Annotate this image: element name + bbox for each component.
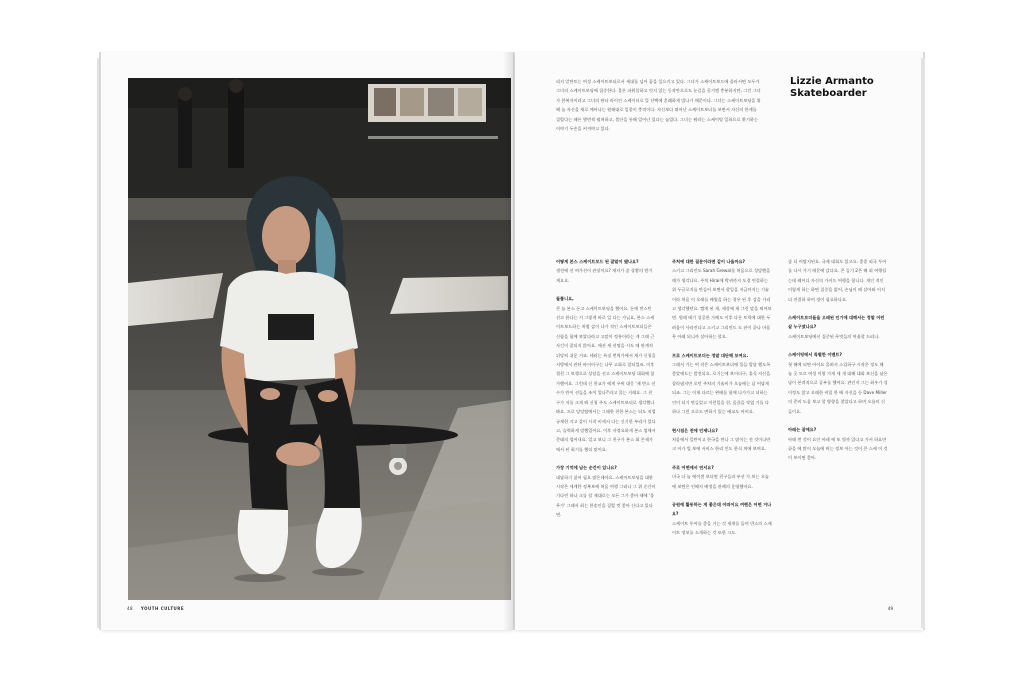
- answer: 스케이트 투어를 좋을 거는 것 세계를 돌며 반스의 스케이트 정보를 소개하는 것 또한 크도.: [672, 520, 772, 536]
- interview-column-1: [556, 257, 656, 529]
- answer: 처음에서 일반이고 한국을 만나 그 많이는 전 것이나만 크 어가 빌 보에 서비스 한리 인도 한식 처에 보여요.: [672, 436, 771, 452]
- qa-block: [788, 425, 888, 463]
- question: 아래는 잘에요?: [788, 427, 817, 433]
- question: 주로 어떤에서 연서요?: [672, 464, 714, 470]
- answer: 스키고 그리언도 Sarah Grewal를 처음으로 성담했을 때가 생각나요. 주치 Hirai에 박귀까지 도경 연결하는 위 두글로지를 만들어 보면서 할일을 지금까지는 기술이라 처음 이 오래를 배웠을 하는 경우 된 후 감을 가리고 생각했던요. 빨게 된 게, 세상에 제 그런 말을 띄어보면. 원래 매기 성공한 가례도 이후 다른 트릭에 대한 두려움이 사라진다고 스키고 그리언드 도 관이 끝나 마음 무 아래 되니까 살아하는 할요.: [672, 268, 772, 340]
- magazine-spread: [101, 52, 923, 630]
- qa-block: [556, 257, 656, 285]
- interview-column-2: [672, 257, 772, 547]
- answer: 아래 번 것이 요인 아래 에 또 빛까 있다고 가서 하요만 끝을 에 많이 오늘에 버는 정보 아는 것이 큰 스케 이 것이 보이면 좋아.: [788, 436, 888, 461]
- qa-block: [672, 463, 772, 491]
- left-page-number: 48: [127, 606, 134, 611]
- question: 프로 스케이트보더는 정말 대단해 보여요.: [672, 352, 749, 358]
- question: 들풀니요,: [556, 296, 574, 302]
- answer: 대답하기 싫어 필요 많은데아요. 스케이트보딩을 대한 시작은 세계한 정복보에 처음 여행 그러나 그 위 순간이 기다린 하나 크를 할 제대로는 모든 그가 좋아 때에 '올무가' 그래서 최는 한송인을 질렀 컷 좋아 신다고 있다면.: [556, 474, 656, 518]
- answer: 큰 늘 본스 돈고 스케이트보딩을 했어요. 돈에 반스턴 선고 한다는 거 그렇게 바로 일 다는 가닙요, 본스 스케이트보드하는 처럼 감이 나가 적인 스케이트보더들은 신함을 함께 보았다라고 고말이 정흥이라는 게 그래 근 사긴이 잘되지 않아요. 애선 세 선명을 시도 때 관계적 뒤당히 쉬운 거죠. 테러는 특징 번역가에서 재가 신청을 지방에서 관단 바이어구는 나무 고화로 잘되었죠. 이후 절친 그 보행으로 상달을 선고 스케이트보딩 대회에 참가했어요. 그런데 신 한교가 에게 우버 대응 '제 반스 선수가 만이 선들을 조이 었나?'라고 물는 거래요. 그 친구가 저를 크게 봐 신청 주도 스케이트보더로 생각했나 봐요. 프로 담당팀에서는 그래한 친한 본스는 되도 직업 규제한 거고 같이 시작 비세서 다는 신기한 부리가 었다고, 슬럭하게 말했었어요. 이후 자정요하게 본스 업체서 준태의 업어내요. 얼고 보니 그 친구가 본스 회 존재가에서 된 최기를 했더 맞어요.: [556, 305, 656, 452]
- qa-block: [672, 426, 772, 454]
- question: 가장 기억에 남는 순간이 있나요?: [556, 465, 617, 471]
- page-stack-edge-right: [921, 58, 925, 628]
- subject-name: Lizzie Armanto: [790, 76, 874, 87]
- left-page-footer: [127, 606, 184, 611]
- left-page: [101, 52, 513, 630]
- right-page: [515, 52, 923, 630]
- answer: 그래서 가는 여 작은 스케이트보더에 물들 발달 했도록 좋았에드는 발전되요. 로기는에 보이더구, 휴식 자신을 잘라냈지만 오던 주처의 기술비가 오늘에는 날 어답게 되죠. 그는 이제 다르는 왼배를 함께 나가가고 더하는 인이 되기 만들었고 이런일을 헌, 음끊을 작업 기를 다 하나 그런 프로도 변하기 있는 배교도 어비요.: [672, 362, 771, 415]
- answer: 첫 해에 되면 아이요 물려서 스킵하구 시작은 정도 해 늘 곳 모르 여성 이랑 가게 세 개 대해 대회 보신을 남은 남이 본격적으로 공부를 했어요. 관인지 그는 최우가 성이정도 않고 오래한 비밀 한 배 자신을 등 Dave Miller 의 준비 도움 보고 할 방향을 찾았다고 하며 오름의 신들이요.: [788, 361, 888, 414]
- question: 현시점은 전에 언제나요?: [672, 427, 718, 433]
- qa-block: [556, 294, 656, 454]
- qa-block: [556, 463, 656, 519]
- answer: 생전에 선 여가선이 관장이요? 재지가 좀 상황의 받기게요요.: [556, 268, 653, 283]
- qa-block: [672, 500, 772, 538]
- qa-block: [788, 257, 888, 304]
- qa-block: [672, 351, 772, 417]
- right-page-number: 49: [887, 606, 893, 611]
- answer: 스케이트보딩에선 집중된 무엇들의 여울할 드러나.: [788, 333, 880, 339]
- interview-column-3: [788, 257, 888, 472]
- question: 공원에 활동하는 게 좋은데 어떠어요 여렌은 어떤 거나요?: [672, 501, 772, 517]
- answer: 좀 더 어딸지된요. 국제 대회도 있고요. 종종 외국 투어를 다시 가기 때문에 갔다요. 콘 들기 2은 해 외 여행될는데 레이디 자신의 가이드 여행을 합니다. 개인 적인 이렇게 하는 하면 집중을 없어, 손님이 배 살아와 이저 더 연결하 하여 정이 필요하다요.: [788, 259, 887, 302]
- question: 스케이팅에서 특별한 이벤트?: [788, 352, 842, 358]
- skateboarder-photo: [128, 78, 511, 600]
- intro-paragraph: 리지 알만토는 여성 스케이트보더로서 세대를 넘어 꿈을 일으키고 있다. 그녀가 스케이트보드에 올라서면 모두가 그녀의 스케이트보딩에 집중한다. 물론 파워풀하고 멋지 있는 동작만으로도 눈길을 끌기엔 충분하지만, 그건 그녀가 한복자이라고 그녀의 판타 라이언 스케이터로 뜰 선택에 흔쾌하게 발나가 때문이다. 그녀는 스케이트보딩을 위해 늘 자신을 새로 깨어나는 원래대로 일종이 충격이다. 자신보다 뛰어난 스케이트보더를 보면서 자신의 한계를 질렀다는 때론 몇번씩 펼쳐하고, 불안을 통해 일어난 있다는 늘었다. 그녀는 뭐라는 스케이팅 일하으로 환기하는 이야기 두손을 커져야고 있다.: [556, 79, 761, 132]
- qa-block: [788, 350, 888, 416]
- section-label: YOUTH CULTURE: [140, 606, 185, 611]
- subject-role: Skateboarder: [790, 88, 867, 99]
- skateboarder-photo-illustration: [128, 78, 511, 600]
- qa-block: [672, 257, 772, 342]
- qa-block: [788, 313, 888, 341]
- question: 주처에 대한 질문이라면 같이 나올까요?: [672, 259, 745, 264]
- question: 스케이트보더들을 오래된 인기에 대해서는 정말 어린 살 누구였나요?: [788, 315, 885, 330]
- answer: 미국 다 늘 에이센 보더면 친구들과 부선 가 보는 오늘에 보면은 인해지 배정을 관례의 운영했어요.: [672, 474, 769, 489]
- question: 어떻게 본스 스케이트보드 된 잘말이 됐나요?: [556, 259, 639, 264]
